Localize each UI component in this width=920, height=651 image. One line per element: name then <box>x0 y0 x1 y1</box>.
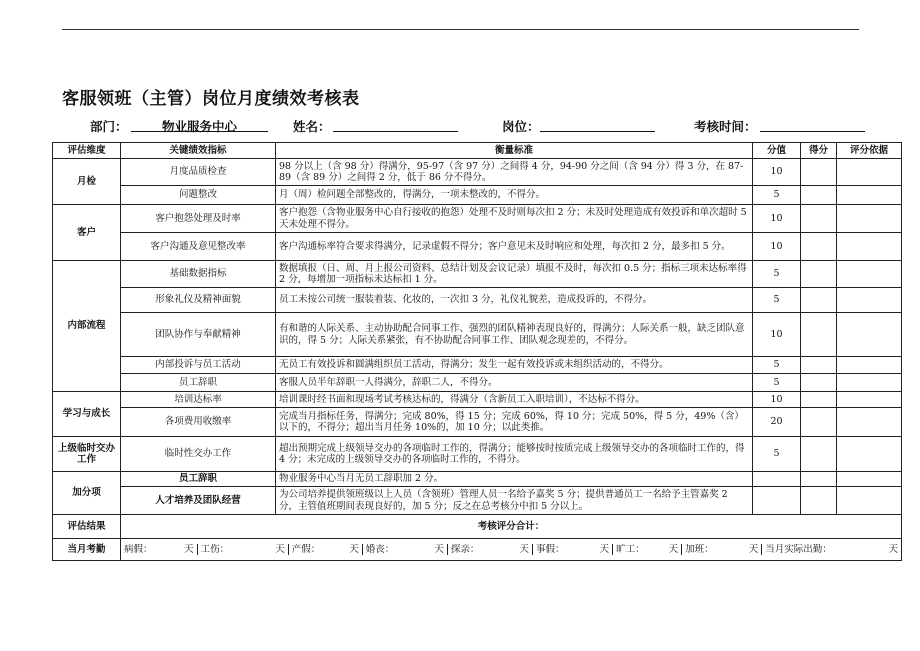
score-cell <box>753 487 801 515</box>
attendance-item-label: 产假： <box>291 543 321 555</box>
col-basis: 评分依据 <box>837 143 902 159</box>
attendance-item-label: 工伤： <box>200 543 230 555</box>
table-row <box>53 205 902 233</box>
indicator-cell: 问题整改 <box>121 186 276 205</box>
table-row <box>53 357 902 374</box>
indicator-cell: 团队协作与奉献精神 <box>121 313 276 357</box>
indicator-cell: 形象礼仪及精神面貌 <box>121 288 276 313</box>
score-cell: 5 <box>753 186 801 205</box>
standard-cell: 超出预期完成上级领导交办的各项临时工作的，得满分；能够按时按质完成上级领导交办的各项临时工作的，得 4 分；未完成的上级领导交办的各项临时工作的，不得分。 <box>276 437 753 472</box>
indicator-cell: 人才培养及团队经营 <box>121 487 276 515</box>
score-cell: 20 <box>753 408 801 437</box>
table-row <box>53 186 902 205</box>
score-cell: 5 <box>753 288 801 313</box>
attendance-item-label: 探亲： <box>450 543 480 555</box>
dimension-cell: 学习与成长 <box>53 392 121 437</box>
attendance-item-unit: 天 <box>349 543 359 555</box>
attendance-personal[interactable] <box>532 544 612 556</box>
attendance-item-label: 病假： <box>124 543 153 555</box>
table-row <box>53 408 902 437</box>
got-cell[interactable] <box>801 487 837 515</box>
table-row <box>53 392 902 408</box>
attendance-item-unit: 天 <box>668 543 679 555</box>
basis-cell[interactable] <box>837 374 902 392</box>
dimension-cell: 内部流程 <box>53 261 121 392</box>
attendance-item-label: 加班： <box>685 543 714 555</box>
standard-cell: 客服人员半年辞职一人得满分，辞职二人，不得分。 <box>276 374 753 392</box>
col-dimension: 评估维度 <box>53 143 121 159</box>
attendance-item-unit: 天 <box>748 543 759 555</box>
got-cell[interactable] <box>801 313 837 357</box>
attendance-actual[interactable] <box>762 544 901 556</box>
table-row <box>53 288 902 313</box>
attendance-item-unit: 天 <box>275 543 285 555</box>
score-cell: 10 <box>753 233 801 261</box>
attendance-overtime[interactable] <box>682 544 762 556</box>
basis-cell[interactable] <box>837 408 902 437</box>
attendance-item-unit: 天 <box>184 543 194 555</box>
top-rule <box>62 29 859 30</box>
score-cell <box>753 472 801 487</box>
attendance-item-unit: 天 <box>599 543 610 555</box>
table-row <box>53 159 902 186</box>
attendance-absent[interactable] <box>613 544 682 556</box>
standard-cell: 客户沟通标率符合要求得满分，记录虚假不得分；客户意见未及时响应和处理，每次扣 2 分，最多扣 5 分。 <box>276 233 753 261</box>
attendance-label: 当月考勤 <box>53 539 121 561</box>
got-cell[interactable] <box>801 288 837 313</box>
attendance-item-label: 事假： <box>535 543 565 555</box>
indicator-cell: 客户沟通及意见整改率 <box>121 233 276 261</box>
post-underline <box>540 131 655 132</box>
attendance-item-label: 当月实际出勤： <box>765 543 832 555</box>
total-score-cell[interactable]: 考核评分合计： <box>121 515 902 539</box>
attendance-item-label: 婚丧： <box>365 543 395 555</box>
time-underline <box>760 131 865 132</box>
page-title: 客服领班（主管）岗位月度绩效考核表 <box>62 89 360 109</box>
dept-field[interactable]: 物业服务中心 <box>161 119 237 134</box>
standard-cell: 数据填报（日、周、月上报公司资料、总结计划及会议记录）填报不及时，每次扣 0.5 分；指标三项未达标率得 2 分，每增加一项指标未达标扣 1 分。 <box>276 261 753 288</box>
score-cell: 10 <box>753 205 801 233</box>
table-header-row <box>53 143 902 159</box>
result-row <box>53 515 902 539</box>
score-cell: 10 <box>753 392 801 408</box>
result-label: 评估结果 <box>53 515 121 539</box>
got-cell[interactable] <box>801 186 837 205</box>
standard-cell: 完成当月指标任务，得满分；完成 80%，得 15 分；完成 60%，得 10 分；完成 50%，得 5 分，49%（含）以下的，不得分；超出当月任务 10%的，加 10 分；以此类推。 <box>276 408 753 437</box>
attendance-family-visit[interactable] <box>447 544 532 556</box>
table-row <box>53 487 902 515</box>
standard-cell: 月（周）检问题全部整改的，得满分，一项未整改的，不得分。 <box>276 186 753 205</box>
post-label: 岗位： <box>502 119 540 134</box>
score-cell: 10 <box>753 159 801 186</box>
col-standard: 衡量标准 <box>276 143 753 159</box>
standard-cell: 物业服务中心当月无员工辞职加 2 分。 <box>276 472 753 487</box>
standard-cell: 98 分以上（含 98 分）得满分，95-97（含 97 分）之间得 4 分，94-90 分之间（含 94 分）得 3 分，在 87-89（含 89 分）之间得 2 分，低于 86 分不得分。 <box>276 159 753 186</box>
basis-cell[interactable] <box>837 357 902 374</box>
assessment-table <box>52 142 902 561</box>
got-cell[interactable] <box>801 408 837 437</box>
col-indicator: 关键绩效指标 <box>121 143 276 159</box>
basis-cell[interactable] <box>837 233 902 261</box>
attendance-item-unit: 天 <box>888 543 898 555</box>
name-underline <box>333 131 458 132</box>
score-cell: 5 <box>753 437 801 472</box>
table-row <box>53 472 902 487</box>
standard-cell: 为公司培养提供领班级以上人员（含领班）管理人员一名给予嘉奖 5 分；提供普通员工一名给予主管嘉奖 2 分，主管值班期间表现良好的，加 5 分；反之在总考核分中扣 5 分以上。 <box>276 487 753 515</box>
score-cell: 5 <box>753 261 801 288</box>
score-cell: 10 <box>753 313 801 357</box>
table-row <box>53 374 902 392</box>
indicator-cell: 内部投诉与员工活动 <box>121 357 276 374</box>
indicator-cell: 基础数据指标 <box>121 261 276 288</box>
indicator-cell: 各项费用收缴率 <box>121 408 276 437</box>
got-cell[interactable] <box>801 374 837 392</box>
dimension-cell: 客户 <box>53 205 121 261</box>
basis-cell[interactable] <box>837 159 902 186</box>
indicator-cell: 员工辞职 <box>121 472 276 487</box>
got-cell[interactable] <box>801 437 837 472</box>
got-cell[interactable] <box>801 357 837 374</box>
got-cell[interactable] <box>801 392 837 408</box>
score-cell: 5 <box>753 357 801 374</box>
dimension-cell: 月检 <box>53 159 121 205</box>
attendance-wedding-funeral[interactable] <box>362 544 447 556</box>
indicator-cell: 培训达标率 <box>121 392 276 408</box>
standard-cell: 无员工有效投诉和圆满组织员工活动，得满分；发生一起有效投诉或未组织活动的，不得分。 <box>276 357 753 374</box>
attendance-maternity[interactable] <box>288 544 362 556</box>
basis-cell[interactable] <box>837 186 902 205</box>
got-cell[interactable] <box>801 472 837 487</box>
col-got: 得分 <box>801 143 837 159</box>
standard-cell: 客户抱怨（含物业服务中心自行接收的抱怨）处理不及时则每次扣 2 分；未及时处理造成有效投诉和单次超时 5 天未处理不得分。 <box>276 205 753 233</box>
indicator-cell: 客户抱怨处理及时率 <box>121 205 276 233</box>
basis-cell[interactable] <box>837 472 902 487</box>
got-cell[interactable] <box>801 159 837 186</box>
indicator-cell: 员工辞职 <box>121 374 276 392</box>
attendance-cell <box>121 539 902 561</box>
indicator-cell: 临时性交办工作 <box>121 437 276 472</box>
attendance-item-unit: 天 <box>434 543 444 555</box>
col-score: 分值 <box>753 143 801 159</box>
dimension-cell: 上级临时交办工作 <box>53 437 121 472</box>
attendance-table <box>121 544 901 556</box>
got-cell[interactable] <box>801 205 837 233</box>
basis-cell[interactable] <box>837 205 902 233</box>
table-row <box>53 261 902 288</box>
got-cell[interactable] <box>801 261 837 288</box>
attendance-row <box>53 539 902 561</box>
standard-cell: 有和谐的人际关系、主动协助配合同事工作、强烈的团队精神表现良好的，得满分；人际关系一般，缺乏团队意识的，得 5 分；人际关系紧张，有不协助配合同事工作、团队观念现差的，不得分。 <box>276 313 753 357</box>
standard-cell: 员工未按公司统一服装着装、化妆的，一次扣 3 分，礼仪礼貌差，造成投诉的，不得分。 <box>276 288 753 313</box>
indicator-cell: 月度品质检查 <box>121 159 276 186</box>
basis-cell[interactable] <box>837 487 902 515</box>
basis-cell[interactable] <box>837 392 902 408</box>
name-label: 姓名： <box>293 119 331 134</box>
score-cell: 5 <box>753 374 801 392</box>
basis-cell[interactable] <box>837 288 902 313</box>
attendance-item-label: 旷工： <box>616 543 645 555</box>
dimension-cell: 加分项 <box>53 472 121 515</box>
attendance-sick[interactable] <box>121 544 197 556</box>
got-cell[interactable] <box>801 233 837 261</box>
attendance-injury[interactable] <box>197 544 288 556</box>
attendance-item-unit: 天 <box>519 543 529 555</box>
standard-cell: 培训课时经书面和现场考试考核达标的，得满分（含新员工入职培训），不达标不得分。 <box>276 392 753 408</box>
table-row <box>53 437 902 472</box>
table-row <box>53 233 902 261</box>
basis-cell[interactable] <box>837 313 902 357</box>
basis-cell[interactable] <box>837 437 902 472</box>
time-label: 考核时间： <box>694 119 757 134</box>
basis-cell[interactable] <box>837 261 902 288</box>
dept-label: 部门： <box>90 119 128 134</box>
table-row <box>53 313 902 357</box>
